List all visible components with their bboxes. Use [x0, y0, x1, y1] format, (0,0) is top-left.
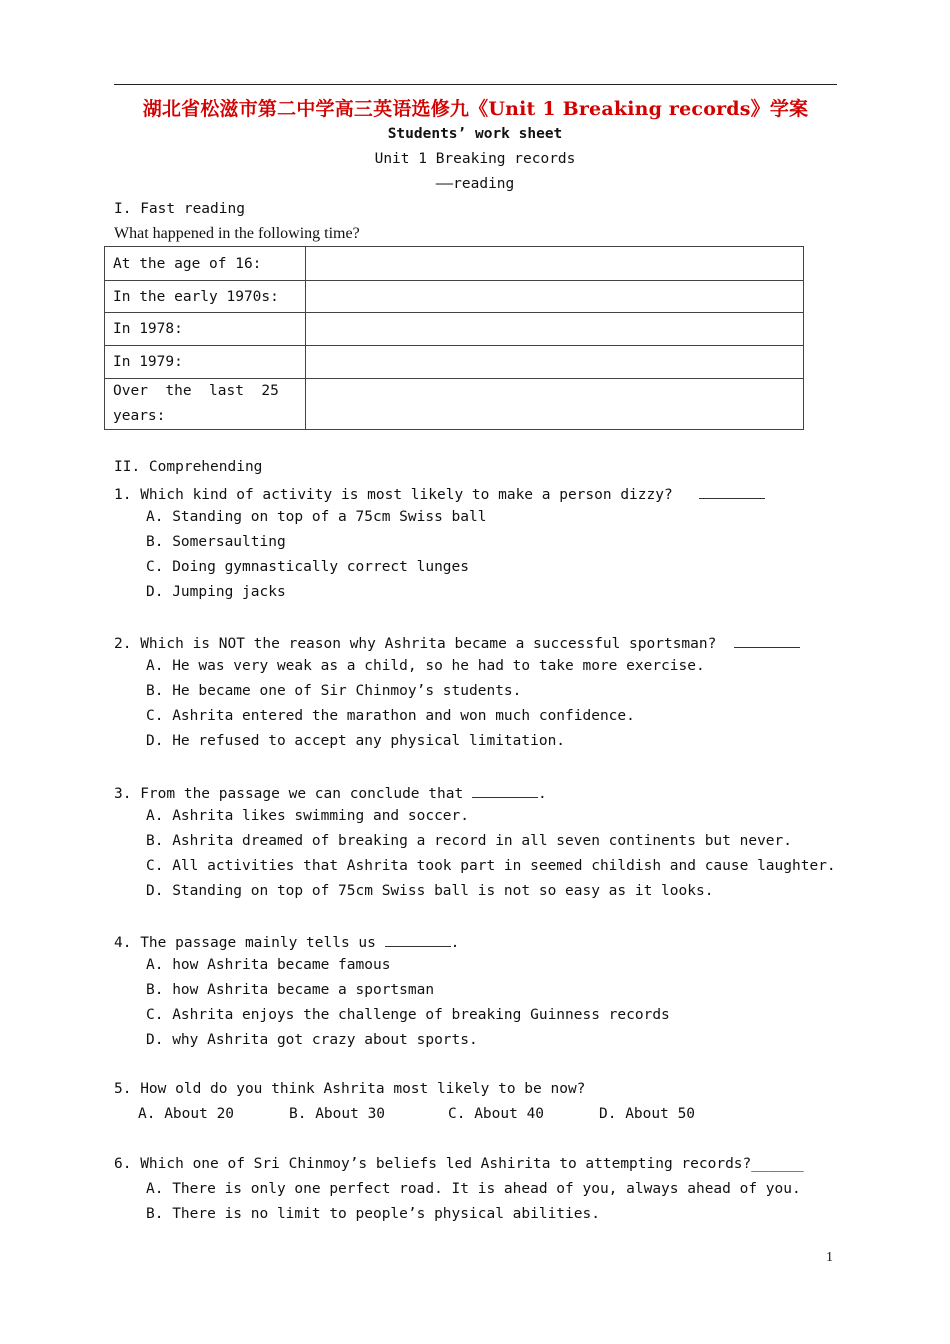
- option: A. About 20: [138, 1106, 235, 1122]
- fast-reading-table: [104, 246, 804, 430]
- option: C. Ashrita entered the marathon and won much confidence.: [146, 708, 635, 724]
- question-stem: [114, 783, 547, 802]
- question-text: 2. Which is NOT the reason why Ashrita became a successful sportsman?: [114, 636, 717, 652]
- option: B. how Ashrita became a sportsman: [146, 982, 435, 998]
- answer-cell[interactable]: [306, 313, 804, 346]
- answer-blank[interactable]: [385, 932, 451, 947]
- table-row: [105, 379, 804, 430]
- time-label-line1: Over the last 25: [113, 383, 279, 399]
- option: D. About 50: [599, 1106, 696, 1122]
- question-text: 6. Which one of Sri Chinmoy’s beliefs led Ashirita to attempting records?: [114, 1156, 752, 1172]
- table-row: [105, 247, 804, 281]
- option: D. Jumping jacks: [146, 584, 286, 600]
- answer-blank[interactable]: ______: [751, 1156, 804, 1172]
- answer-blank[interactable]: [734, 633, 800, 648]
- option: C. All activities that Ashrita took part in seemed childish and cause laughter.: [146, 858, 836, 874]
- time-label: In the early 1970s:: [105, 281, 306, 313]
- unit-title: Unit 1 Breaking records: [374, 151, 576, 167]
- question-stem: [114, 633, 800, 652]
- option: C. Doing gymnastically correct lunges: [146, 559, 470, 575]
- table-row: [105, 281, 804, 313]
- answer-cell[interactable]: [306, 346, 804, 379]
- option: B. About 30: [289, 1106, 386, 1122]
- option: A. how Ashrita became famous: [146, 957, 391, 973]
- answer-cell[interactable]: [306, 281, 804, 313]
- question-text: 1. Which kind of activity is most likely to make a person dizzy?: [114, 487, 673, 503]
- worksheet-label: Students’ work sheet: [387, 126, 563, 142]
- section-heading-fast-reading: I. Fast reading: [114, 201, 245, 217]
- option: C. Ashrita enjoys the challenge of breaking Guinness records: [146, 1007, 670, 1023]
- time-label-line2: years:: [113, 408, 166, 424]
- option: C. About 40: [448, 1106, 545, 1122]
- option: B. Ashrita dreamed of breaking a record in all seven continents but never.: [146, 833, 793, 849]
- section-heading-comprehending: II. Comprehending: [114, 459, 263, 475]
- answer-blank[interactable]: [472, 783, 538, 798]
- answer-blank[interactable]: [699, 484, 765, 499]
- option: B. Somersaulting: [146, 534, 286, 550]
- question-text: 4. The passage mainly tells us: [114, 935, 376, 951]
- question-text: 3. From the passage we can conclude that: [114, 786, 464, 802]
- page-number: 1: [826, 1250, 833, 1265]
- time-label: In 1979:: [105, 346, 306, 379]
- answer-cell[interactable]: [306, 379, 804, 430]
- time-label: In 1978:: [105, 313, 306, 346]
- table-row: [105, 346, 804, 379]
- option: A. There is only one perfect road. It is ahead of you, always ahead of you.: [146, 1181, 801, 1197]
- answer-cell[interactable]: [306, 247, 804, 281]
- question-end: .: [537, 786, 547, 802]
- option: D. Standing on top of 75cm Swiss ball is not so easy as it looks.: [146, 883, 714, 899]
- option: D. why Ashrita got crazy about sports.: [146, 1032, 478, 1048]
- question-stem: [114, 932, 459, 951]
- unit-subtitle: ——reading: [435, 176, 515, 192]
- time-label: At the age of 16:: [105, 247, 306, 281]
- question-end: .: [450, 935, 460, 951]
- time-label: [105, 379, 306, 430]
- option: B. There is no limit to people’s physical abilities.: [146, 1206, 600, 1222]
- option: A. Standing on top of a 75cm Swiss ball: [146, 509, 487, 525]
- option: A. Ashrita likes swimming and soccer.: [146, 808, 470, 824]
- option: D. He refused to accept any physical limitation.: [146, 733, 566, 749]
- question-stem: 5. How old do you think Ashrita most likely to be now?: [114, 1081, 586, 1097]
- option: A. He was very weak as a child, so he had to take more exercise.: [146, 658, 705, 674]
- question-stem: [114, 1156, 804, 1172]
- table-row: [105, 313, 804, 346]
- option: B. He became one of Sir Chinmoy’s students.: [146, 683, 522, 699]
- question-stem: [114, 484, 765, 503]
- top-rule: [114, 84, 837, 85]
- document-title: 湖北省松滋市第二中学高三英语选修九《Unit 1 Breaking records》学案: [142, 98, 809, 120]
- fast-reading-prompt: What happened in the following time?: [114, 225, 360, 242]
